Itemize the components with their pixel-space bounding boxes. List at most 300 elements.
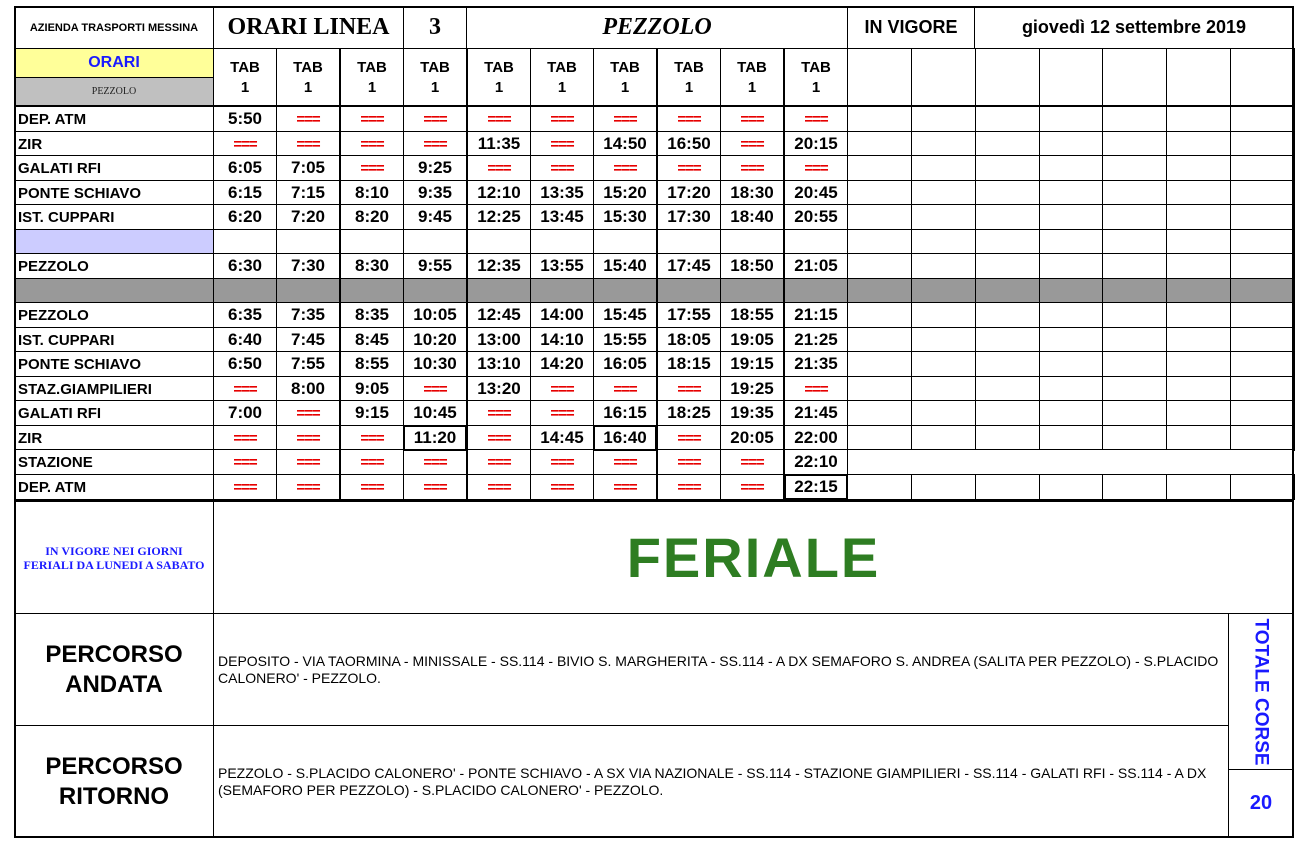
no-service-marker: === [276, 425, 340, 451]
no-service-marker: === [720, 131, 784, 157]
company-name: AZIENDA TRASPORTI MESSINA [14, 6, 214, 49]
separator-cell [657, 278, 721, 304]
empty-header-cell [1166, 48, 1231, 107]
tab-label: TAB [293, 58, 323, 76]
stop-name: PEZZOLO [14, 253, 214, 279]
empty-cell [975, 106, 1040, 132]
empty-cell [847, 155, 912, 181]
no-service-marker: === [467, 425, 531, 451]
no-service-marker: === [657, 155, 721, 181]
percorso-andata-title [14, 613, 214, 726]
empty-cell [1039, 253, 1104, 279]
empty-cell [847, 449, 1294, 475]
totale-corse-text: TOTALE CORSE [1251, 617, 1272, 766]
tab-header [340, 48, 404, 107]
no-service-marker: === [657, 425, 721, 451]
empty-cell [1166, 474, 1231, 500]
departure-time: 12:10 [467, 180, 531, 206]
departure-time: 21:35 [784, 351, 848, 377]
spacer-cell [657, 229, 721, 255]
spacer-cell [276, 229, 340, 255]
departure-time: 19:15 [720, 351, 784, 377]
stop-name: GALATI RFI [14, 400, 214, 426]
empty-cell [847, 302, 912, 328]
no-service-marker: === [403, 449, 467, 475]
stop-name: STAZ.GIAMPILIERI [14, 376, 214, 402]
empty-cell [1039, 474, 1104, 500]
no-service-marker: === [530, 474, 594, 500]
empty-cell [911, 351, 976, 377]
departure-time: 5:50 [213, 106, 277, 132]
percorso-ritorno-title-line2: RITORNO [58, 782, 170, 810]
tab-header [403, 48, 467, 107]
orari-title: ORARI [14, 48, 214, 78]
tab-header [720, 48, 784, 107]
empty-header-cell [1039, 48, 1104, 107]
empty-cell [1039, 400, 1104, 426]
tab-number: 1 [747, 78, 757, 96]
departure-time: 20:05 [720, 425, 784, 451]
no-service-marker: === [784, 376, 848, 402]
empty-cell [847, 327, 912, 353]
empty-cell [911, 180, 976, 206]
no-service-marker: === [276, 400, 340, 426]
percorso-ritorno-title-line1: PERCORSO [45, 752, 183, 780]
empty-cell [975, 302, 1040, 328]
tab-number: 1 [240, 78, 250, 96]
no-service-marker: === [593, 449, 657, 475]
spacer-cell [847, 229, 912, 255]
empty-header-cell [975, 48, 1040, 107]
departure-time: 18:25 [657, 400, 721, 426]
departure-time: 8:35 [340, 302, 404, 328]
stop-name: DEP. ATM [14, 106, 214, 132]
departure-time: 6:35 [213, 302, 277, 328]
empty-cell [1039, 131, 1104, 157]
no-service-marker: === [720, 106, 784, 132]
empty-cell [1039, 106, 1104, 132]
departure-time: 6:05 [213, 155, 277, 181]
departure-time: 8:20 [340, 204, 404, 230]
empty-cell [975, 155, 1040, 181]
no-service-marker: === [403, 376, 467, 402]
empty-cell [1039, 351, 1104, 377]
separator-cell [975, 278, 1040, 304]
totale-corse-label [1228, 613, 1294, 770]
no-service-marker: === [276, 474, 340, 500]
departure-time: 18:30 [720, 180, 784, 206]
departure-time: 8:55 [340, 351, 404, 377]
separator-cell [784, 278, 848, 304]
departure-time: 6:30 [213, 253, 277, 279]
departure-time: 16:15 [593, 400, 657, 426]
empty-cell [911, 327, 976, 353]
empty-cell [1102, 253, 1167, 279]
percorso-ritorno-text: PEZZOLO - S.PLACIDO CALONERO' - PONTE SCHIAVO - A SX VIA NAZIONALE - SS.114 - STAZIONE GIAMPILIERI - SS.114 - GALATI RFI - SS.114 - A DX (SEMAFORO PER PEZZOLO) - S.PLACIDO CALONERO' - PEZZOLO. [213, 725, 1229, 838]
no-service-marker: === [340, 449, 404, 475]
departure-time: 11:35 [467, 131, 531, 157]
spacer-cell [911, 229, 976, 255]
separator-cell [593, 278, 657, 304]
tab-label: TAB [484, 58, 514, 76]
empty-cell [975, 180, 1040, 206]
empty-cell [911, 474, 976, 500]
stop-name: GALATI RFI [14, 155, 214, 181]
departure-time: 17:55 [657, 302, 721, 328]
tab-label: TAB [737, 58, 767, 76]
empty-cell [1039, 204, 1104, 230]
empty-cell [1102, 106, 1167, 132]
separator-cell [403, 278, 467, 304]
tab-header [657, 48, 721, 107]
empty-cell [975, 400, 1040, 426]
separator-row-label [14, 278, 214, 304]
separator-cell [847, 278, 912, 304]
empty-cell [1166, 302, 1231, 328]
no-service-marker: === [213, 425, 277, 451]
departure-time: 19:05 [720, 327, 784, 353]
percorso-ritorno-title [14, 725, 214, 838]
departure-time: 15:45 [593, 302, 657, 328]
departure-time: 21:15 [784, 302, 848, 328]
empty-cell [1039, 180, 1104, 206]
spacer-cell [340, 229, 404, 255]
empty-cell [975, 351, 1040, 377]
spacer-cell [1230, 229, 1295, 255]
empty-cell [1102, 400, 1167, 426]
empty-cell [847, 425, 912, 451]
empty-cell [1102, 425, 1167, 451]
no-service-marker: === [530, 106, 594, 132]
no-service-marker: === [530, 449, 594, 475]
departure-time: 18:50 [720, 253, 784, 279]
empty-cell [1230, 155, 1295, 181]
notice-divider [14, 500, 1294, 502]
departure-time: 14:50 [593, 131, 657, 157]
departure-time: 13:10 [467, 351, 531, 377]
departure-time: 21:45 [784, 400, 848, 426]
empty-cell [1166, 155, 1231, 181]
empty-cell [847, 474, 912, 500]
line-number: 3 [403, 6, 467, 49]
empty-cell [975, 131, 1040, 157]
departure-time: 11:20 [403, 425, 467, 451]
no-service-marker: === [530, 155, 594, 181]
no-service-marker: === [530, 131, 594, 157]
tab-number: 1 [620, 78, 630, 96]
no-service-marker: === [340, 155, 404, 181]
departure-time: 6:20 [213, 204, 277, 230]
empty-cell [1230, 204, 1295, 230]
departure-time: 22:15 [784, 474, 848, 500]
departure-time: 7:35 [276, 302, 340, 328]
departure-time: 7:15 [276, 180, 340, 206]
tab-label: TAB [357, 58, 387, 76]
departure-time: 18:55 [720, 302, 784, 328]
no-service-marker: === [593, 474, 657, 500]
departure-time: 8:00 [276, 376, 340, 402]
departure-time: 10:45 [403, 400, 467, 426]
no-service-marker: === [593, 155, 657, 181]
separator-cell [911, 278, 976, 304]
empty-cell [1039, 302, 1104, 328]
empty-cell [1166, 204, 1231, 230]
empty-cell [975, 253, 1040, 279]
tab-number: 1 [557, 78, 567, 96]
timetable-sheet [14, 6, 1294, 838]
departure-time: 7:05 [276, 155, 340, 181]
empty-header-cell [1230, 48, 1295, 107]
empty-cell [1230, 474, 1295, 500]
empty-cell [1230, 351, 1295, 377]
spacer-cell [1102, 229, 1167, 255]
spacer-cell [975, 229, 1040, 255]
departure-time: 7:00 [213, 400, 277, 426]
no-service-marker: === [403, 106, 467, 132]
tab-header [276, 48, 340, 107]
empty-cell [1039, 425, 1104, 451]
empty-cell [1102, 376, 1167, 402]
line-label: ORARI LINEA [213, 6, 404, 49]
no-service-marker: === [276, 106, 340, 132]
empty-cell [1102, 327, 1167, 353]
header-divider [14, 105, 1294, 107]
empty-cell [847, 106, 912, 132]
departure-time: 17:20 [657, 180, 721, 206]
no-service-marker: === [340, 131, 404, 157]
departure-time: 18:40 [720, 204, 784, 230]
departure-time: 16:50 [657, 131, 721, 157]
no-service-marker: === [340, 474, 404, 500]
stop-name: PEZZOLO [14, 302, 214, 328]
tab-number: 1 [494, 78, 504, 96]
tab-label: TAB [547, 58, 577, 76]
departure-time: 7:30 [276, 253, 340, 279]
tab-label: TAB [801, 58, 831, 76]
percorso-andata-title-line2: ANDATA [65, 670, 163, 698]
tab-label: TAB [674, 58, 704, 76]
no-service-marker: === [467, 474, 531, 500]
empty-cell [1166, 106, 1231, 132]
empty-cell [847, 400, 912, 426]
no-service-marker: === [720, 155, 784, 181]
stop-name: IST. CUPPARI [14, 204, 214, 230]
empty-cell [975, 327, 1040, 353]
departure-time: 14:45 [530, 425, 594, 451]
empty-cell [1102, 155, 1167, 181]
empty-cell [1102, 351, 1167, 377]
empty-cell [911, 302, 976, 328]
no-service-marker: === [403, 474, 467, 500]
tab-header [530, 48, 594, 107]
empty-cell [975, 474, 1040, 500]
departure-time: 9:35 [403, 180, 467, 206]
departure-time: 6:40 [213, 327, 277, 353]
percorso-andata-title-line1: PERCORSO [45, 640, 183, 668]
empty-cell [911, 253, 976, 279]
empty-cell [911, 400, 976, 426]
departure-time: 9:55 [403, 253, 467, 279]
spacer-cell [1166, 229, 1231, 255]
empty-cell [1102, 474, 1167, 500]
empty-cell [1039, 155, 1104, 181]
departure-time: 8:10 [340, 180, 404, 206]
no-service-marker: === [213, 376, 277, 402]
no-service-marker: === [213, 449, 277, 475]
in-force-label: IN VIGORE [847, 6, 975, 49]
empty-cell [1166, 376, 1231, 402]
empty-cell [1230, 180, 1295, 206]
empty-cell [1166, 327, 1231, 353]
no-service-marker: === [213, 131, 277, 157]
no-service-marker: === [593, 376, 657, 402]
empty-cell [1102, 302, 1167, 328]
separator-cell [213, 278, 277, 304]
departure-time: 18:05 [657, 327, 721, 353]
no-service-marker: === [276, 131, 340, 157]
departure-time: 9:15 [340, 400, 404, 426]
stop-name: PONTE SCHIAVO [14, 180, 214, 206]
departure-time: 20:55 [784, 204, 848, 230]
departure-time: 7:55 [276, 351, 340, 377]
empty-cell [911, 425, 976, 451]
tab-header [784, 48, 848, 107]
departure-time: 6:15 [213, 180, 277, 206]
empty-cell [1230, 131, 1295, 157]
empty-cell [847, 253, 912, 279]
tab-header [213, 48, 277, 107]
departure-time: 7:45 [276, 327, 340, 353]
separator-cell [467, 278, 531, 304]
tab-label: TAB [610, 58, 640, 76]
stop-name: DEP. ATM [14, 474, 214, 500]
empty-cell [1166, 400, 1231, 426]
departure-time: 15:55 [593, 327, 657, 353]
departure-time: 20:45 [784, 180, 848, 206]
no-service-marker: === [530, 376, 594, 402]
departure-time: 9:25 [403, 155, 467, 181]
departure-time: 8:30 [340, 253, 404, 279]
departure-time: 17:30 [657, 204, 721, 230]
departure-time: 9:45 [403, 204, 467, 230]
tab-number: 1 [303, 78, 313, 96]
separator-cell [720, 278, 784, 304]
no-service-marker: === [720, 449, 784, 475]
empty-cell [1166, 253, 1231, 279]
departure-time: 19:25 [720, 376, 784, 402]
departure-time: 6:50 [213, 351, 277, 377]
empty-cell [1230, 400, 1295, 426]
empty-header-cell [1102, 48, 1167, 107]
tab-number: 1 [684, 78, 694, 96]
no-service-marker: === [657, 449, 721, 475]
stop-name: ZIR [14, 425, 214, 451]
empty-cell [1230, 106, 1295, 132]
departure-time: 14:10 [530, 327, 594, 353]
no-service-marker: === [340, 425, 404, 451]
departure-time: 21:05 [784, 253, 848, 279]
no-service-marker: === [720, 474, 784, 500]
departure-time: 12:45 [467, 302, 531, 328]
empty-cell [847, 180, 912, 206]
empty-cell [1230, 253, 1295, 279]
empty-cell [1230, 302, 1295, 328]
empty-cell [1166, 131, 1231, 157]
departure-time: 10:20 [403, 327, 467, 353]
no-service-marker: === [784, 106, 848, 132]
empty-cell [1039, 327, 1104, 353]
departure-time: 20:15 [784, 131, 848, 157]
tab-number: 1 [811, 78, 821, 96]
stop-name: IST. CUPPARI [14, 327, 214, 353]
empty-cell [975, 376, 1040, 402]
schedule-date: giovedì 12 settembre 2019 [974, 6, 1294, 49]
departure-time: 22:10 [784, 449, 848, 475]
weekday-notice: IN VIGORE NEI GIORNI FERIALI DA LUNEDI A SABATO [14, 501, 214, 614]
departure-time: 10:05 [403, 302, 467, 328]
no-service-marker: === [657, 376, 721, 402]
empty-cell [1230, 425, 1295, 451]
tab-number: 1 [430, 78, 440, 96]
separator-cell [530, 278, 594, 304]
tab-number: 1 [367, 78, 377, 96]
separator-cell [1230, 278, 1295, 304]
percorso-andata-text: DEPOSITO - VIA TAORMINA - MINISSALE - SS.114 - BIVIO S. MARGHERITA - SS.114 - A DX SEMAFORO S. ANDREA (SALITA PER PEZZOLO) - S.PLACIDO CALONERO' - PEZZOLO. [213, 613, 1229, 726]
departure-time: 13:55 [530, 253, 594, 279]
route-name: PEZZOLO [466, 6, 848, 49]
empty-cell [847, 131, 912, 157]
no-service-marker: === [340, 106, 404, 132]
departure-time: 18:15 [657, 351, 721, 377]
spacer-cell [1039, 229, 1104, 255]
no-service-marker: === [403, 131, 467, 157]
empty-cell [847, 204, 912, 230]
departure-time: 13:45 [530, 204, 594, 230]
departure-time: 19:35 [720, 400, 784, 426]
no-service-marker: === [530, 400, 594, 426]
departure-time: 15:20 [593, 180, 657, 206]
spacer-cell [403, 229, 467, 255]
departure-time: 14:00 [530, 302, 594, 328]
empty-cell [1166, 425, 1231, 451]
empty-cell [911, 204, 976, 230]
departure-time: 16:40 [593, 425, 657, 451]
empty-cell [1039, 376, 1104, 402]
departure-time: 22:00 [784, 425, 848, 451]
no-service-marker: === [213, 474, 277, 500]
empty-cell [1102, 131, 1167, 157]
departure-time: 16:05 [593, 351, 657, 377]
empty-cell [1166, 180, 1231, 206]
no-service-marker: === [467, 400, 531, 426]
no-service-marker: === [467, 106, 531, 132]
spacer-cell [720, 229, 784, 255]
empty-cell [847, 376, 912, 402]
spacer-row-label [14, 229, 214, 255]
orari-subtitle: PEZZOLO [14, 77, 214, 106]
tab-header [593, 48, 657, 107]
empty-cell [847, 351, 912, 377]
departure-time: 15:40 [593, 253, 657, 279]
departure-time: 9:05 [340, 376, 404, 402]
empty-header-cell [911, 48, 976, 107]
no-service-marker: === [657, 474, 721, 500]
totale-corse-value: 20 [1228, 769, 1294, 838]
departure-time: 13:00 [467, 327, 531, 353]
stop-name: ZIR [14, 131, 214, 157]
spacer-cell [593, 229, 657, 255]
no-service-marker: === [467, 155, 531, 181]
